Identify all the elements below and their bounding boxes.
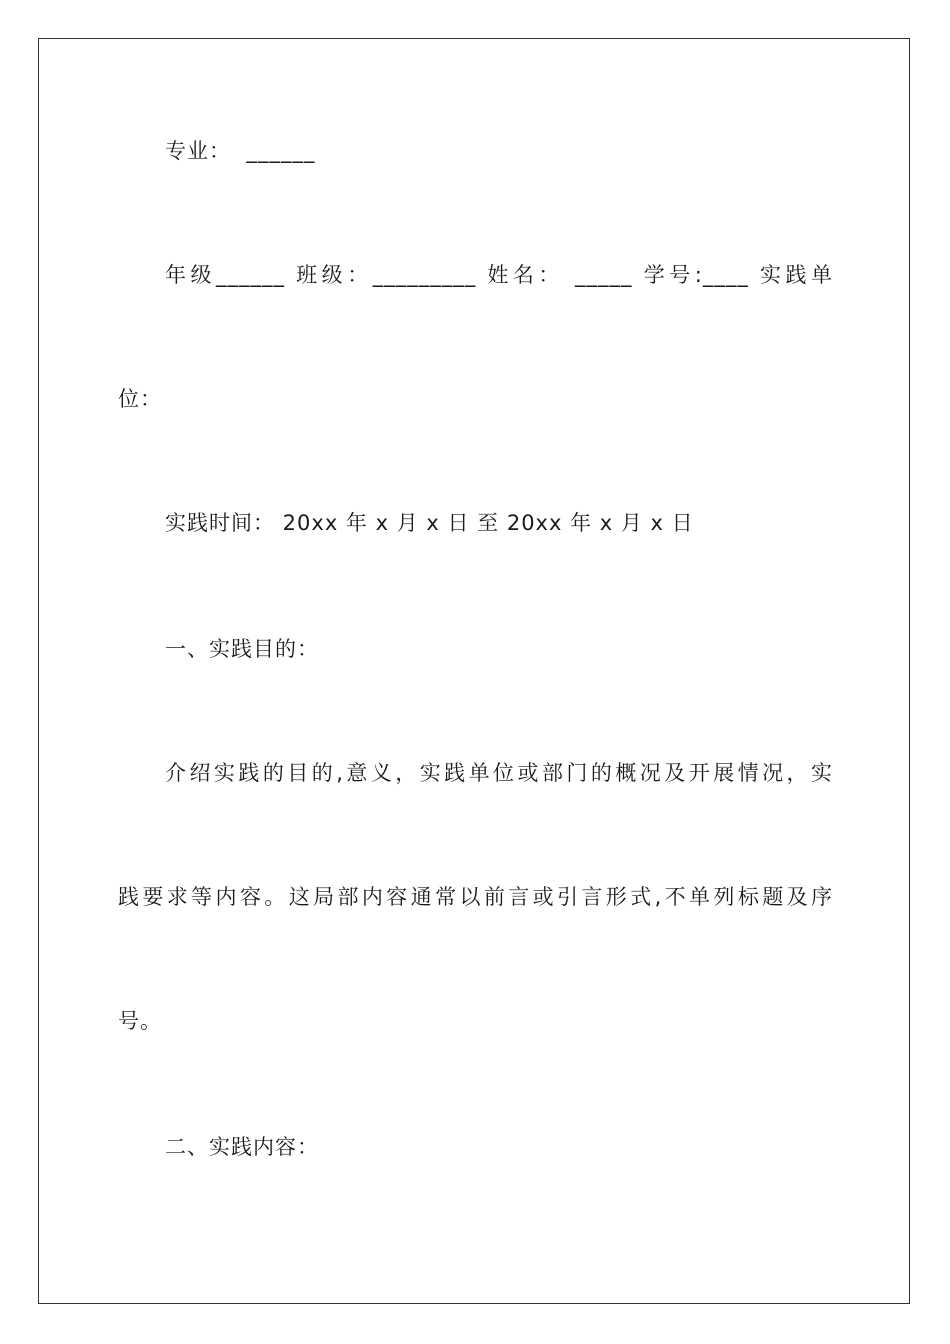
page-frame [38, 38, 910, 1304]
major-field-line: 专业： ______ [165, 139, 316, 163]
purpose-paragraph-line-3: 号。 [118, 1009, 162, 1033]
practice-unit-continuation: 位： [118, 387, 162, 411]
purpose-paragraph-line-2: 践要求等内容。这局部内容通常以前言或引言形式,不单列标题及序 [118, 885, 833, 909]
section-heading-content: 二、实践内容： [165, 1135, 319, 1159]
student-info-line: 年级______ 班级：_________ 姓名： _____ 学号:____ 实践单 [165, 263, 833, 287]
practice-time-line: 实践时间： 20xx 年 x 月 x 日 至 20xx 年 x 月 x 日 [165, 511, 694, 535]
purpose-paragraph-line-1: 介绍实践的目的,意义，实践单位或部门的概况及开展情况，实 [165, 761, 833, 785]
section-heading-purpose: 一、实践目的： [165, 637, 319, 661]
